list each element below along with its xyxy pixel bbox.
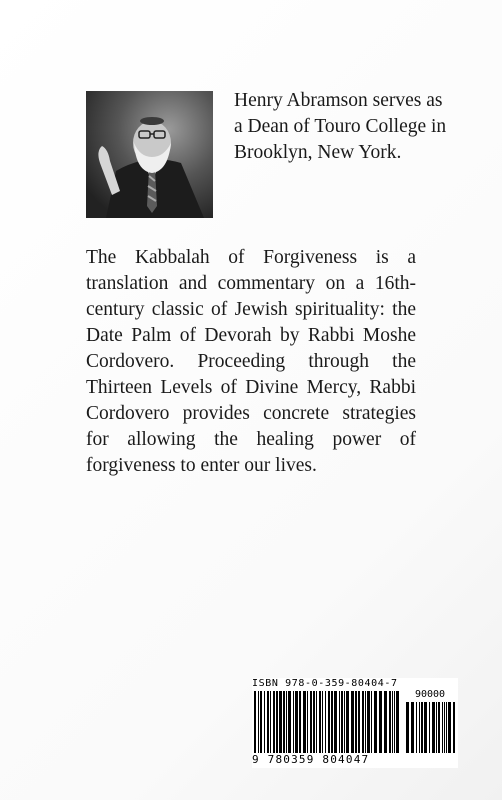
barcode-bar xyxy=(411,702,414,753)
barcode xyxy=(252,678,458,768)
barcode-bar xyxy=(328,691,330,753)
barcode-bar xyxy=(276,691,278,753)
barcode-bar xyxy=(283,691,285,753)
barcode-bar xyxy=(319,691,321,753)
barcode-bar xyxy=(442,702,443,753)
barcode-bar xyxy=(267,691,269,753)
book-description: The Kabbalah of Forgiveness is a translation and commentary on a 16th-century classic of Jewish spirituality: the Date Palm of Devorah by Rabbi Moshe Cordovero. Proceeding through the Thirteen Levels of Divine Mercy, Rabbi Cordovero provides concrete strategies for allowing the healing power of forgiveness to enter our lives. xyxy=(86,247,416,476)
barcode-bar xyxy=(325,691,326,753)
barcode-bar xyxy=(389,691,391,753)
barcode-bar xyxy=(421,702,423,753)
price-code: 90000 xyxy=(414,689,446,700)
barcode-bar xyxy=(367,691,370,753)
barcode-bar xyxy=(396,691,399,753)
barcode-bar xyxy=(406,702,409,753)
barcode-bar xyxy=(453,702,455,753)
barcode-bar xyxy=(339,691,340,753)
barcode-bar xyxy=(334,691,337,753)
barcode-bar xyxy=(424,702,427,753)
barcode-bar xyxy=(346,691,349,753)
barcode-bar xyxy=(344,691,345,753)
barcode-bar xyxy=(286,691,287,753)
barcode-bar xyxy=(392,691,393,753)
barcode-bar xyxy=(313,691,315,753)
barcode-bar xyxy=(436,702,437,753)
barcode-bar xyxy=(303,691,306,753)
barcode-bar xyxy=(446,702,447,753)
barcode-bar xyxy=(448,702,451,753)
barcode-bar xyxy=(416,702,417,753)
barcode-bar xyxy=(379,691,382,753)
barcode-bar xyxy=(374,691,377,753)
barcode-bar xyxy=(258,691,259,753)
barcode-bar xyxy=(293,691,294,753)
author-bio: Henry Abramson serves as a Dean of Touro College in Brooklyn, New York. xyxy=(234,90,447,163)
barcode-bar xyxy=(351,691,354,753)
barcode-bar xyxy=(429,702,430,753)
barcode-bar xyxy=(371,691,372,753)
barcode-bar xyxy=(358,691,360,753)
barcode-bar xyxy=(288,691,291,753)
barcode-bar xyxy=(355,691,357,753)
barcode-bar xyxy=(394,691,395,753)
barcode-bar xyxy=(365,691,366,753)
barcode-bar xyxy=(264,691,265,753)
barcode-bar xyxy=(273,691,275,753)
barcode-bar xyxy=(322,691,323,753)
barcode-bar xyxy=(260,691,262,753)
barcode-bar xyxy=(307,691,308,753)
barcode-bar xyxy=(438,702,440,753)
barcode-bar xyxy=(295,691,298,753)
author-portrait-icon xyxy=(86,91,213,218)
price-barcode-bars xyxy=(404,702,456,753)
ean-number: 9 780359 804047 xyxy=(252,753,370,766)
barcode-bar xyxy=(279,691,282,753)
barcode-bar xyxy=(444,702,445,753)
barcode-bar xyxy=(384,691,387,753)
barcode-bar xyxy=(299,691,301,753)
author-photo xyxy=(86,91,213,218)
barcode-bar xyxy=(254,691,256,753)
barcode-bar xyxy=(310,691,312,753)
barcode-bar xyxy=(341,691,343,753)
barcode-bar xyxy=(331,691,333,753)
isbn-label: ISBN 978-0-359-80404-7 xyxy=(252,678,398,689)
barcode-bar xyxy=(316,691,317,753)
ean-barcode-bars xyxy=(252,691,402,753)
barcode-bar xyxy=(432,702,435,753)
barcode-bar xyxy=(419,702,420,753)
barcode-bar xyxy=(270,691,271,753)
barcode-bar xyxy=(362,691,364,753)
